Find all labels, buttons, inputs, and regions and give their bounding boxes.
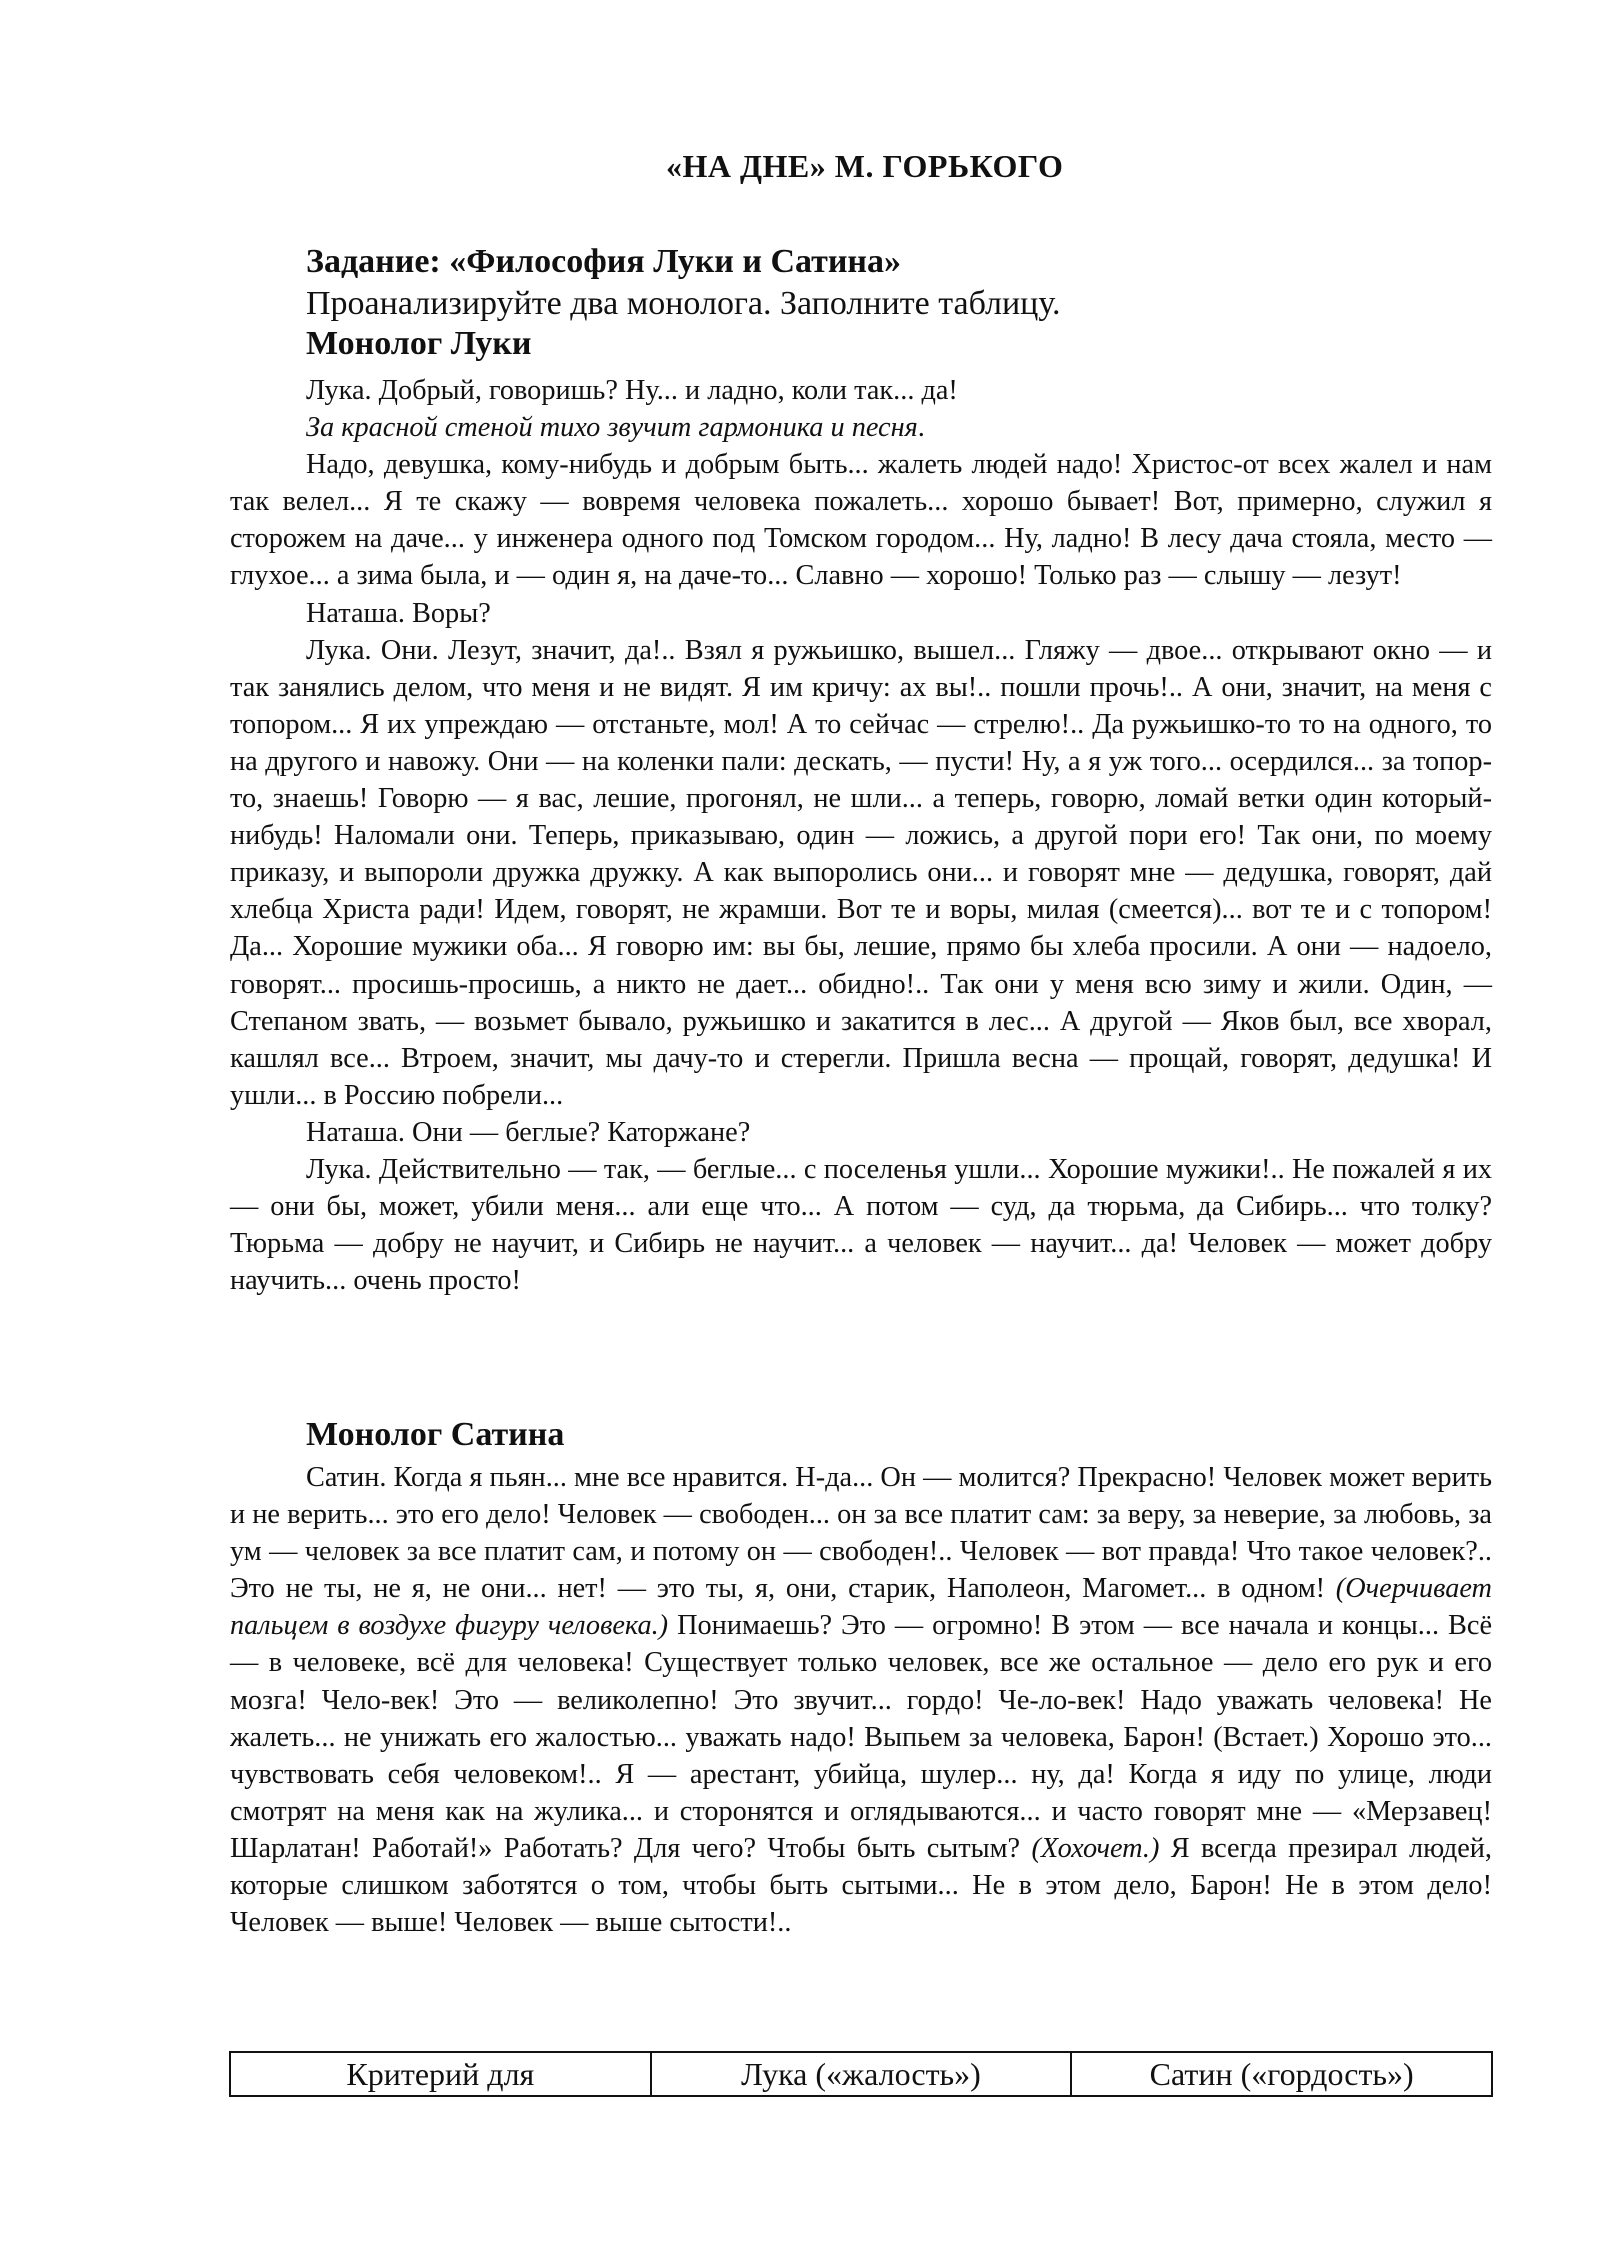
stage-direction: (Очерчивает пальцем в воздухе фигуру человека.) [230,1573,1492,1642]
task-block [306,240,1506,364]
document-title: «НА ДНЕ» М. ГОРЬКОГО [666,148,1064,184]
natasha-line: Наташа. Воры? [306,597,491,629]
satin-monologue-text [230,1459,1492,1941]
satin-monologue-heading: Монолог Сатина [306,1416,565,1453]
table-header-luka: Лука («жалость») [651,2052,1072,2096]
luka-monologue-text [230,372,1492,1299]
satin-text-part: Сатин. Когда я пьян... мне все нравится. Н-да... Он — молится? Прекрасно! Человек может верить и не верить... это его дело! Человек — свободен... он за все платит сам: за веру, за неверие, за любовь, за ум — человек за все платит сам, и потому он — свободен!.. Человек — вот правда! Что такое человек?.. Это не ты, не я, не они... нет! — это ты, я, они, старик, Наполеон, Магомет... в одном! [230,1462,1492,1605]
task-instruction: Проанализируйте два монолога. Заполните таблицу. [306,285,1061,322]
satin-text-part: Понимаешь? Это — огромно! В этом — все начала и концы... Всё — в человеке, всё для человека! Существует только человек, все же остальное — дело его рук и его мозга! Чело-век! Это — великолепно! Это звучит... гордо! Че-ло-век! Надо уважать человека! Не жалеть... не унижать его жалостью... уважать надо! Выпьем за человека, Барон! (Встает.) Хорошо это... чувствовать себя человеком!.. Я — арестант, убийца, шулер... ну, да! Когда я иду по улице, люди смотрят на меня как на жулика... и сторонятся и оглядываются... и часто говорят мне — «Мерзавец! Шарлатан! Работай!» Работать? Для чего? Чтобы быть сытым? [230,1610,1492,1864]
table-header-criterion: Критерий для [230,2052,651,2096]
luka-monologue-heading: Монолог Луки [306,325,532,362]
luka-paragraph: Лука. Они. Лезут, значит, да!.. Взял я ружьишко, вышел... Гляжу — двое... открывают окно — и так занялись делом, что меня и не видят. Я им кричу: ах вы!.. пошли прочь!.. А они, значит, на меня с топором... Я их упреждаю — отстаньте, мол! А то сейчас — стрелю!.. Да ружьишко-то то на одного, то на другого и навожу. Они — на коленки пали: дескать, — пусти! Ну, а я уж того... осердился... за топор-то, знаешь! Говорю — я вас, лешие, прогонял, не шли... а теперь, говорю, ломай ветки один который-нибудь! Наломали они. Теперь, приказываю, один — ложись, а другой пори его! Так они, по моему приказу, и выпороли дружка дружку. А как выпоролись они... и говорят мне — дедушка, говорят, дай хлебца Христа ради! Идем, говорят, не жрамши. Вот те и воры, милая (смеется)... вот те и с топором! Да... Хорошие мужики оба... Я говорю им: вы бы, лешие, прямо бы хлеба просили. А они — надоело, говорят... просишь-просишь, а никто не дает... обидно!.. Так они у меня всю зиму и жили. Один, — Степаном звать, — возьмет бывало, ружьишко и закатится в лес... А другой — Яков был, все хворал, кашлял все... Втроем, значит, мы дачу-то и стерегли. Пришла весна — прощай, говорят, дедушка! И ушли... в Россию побрели... [230,634,1492,1111]
luka-paragraph: Лука. Добрый, говоришь? Ну... и ладно, коли так... да! [306,375,958,406]
natasha-line: Наташа. Они — беглые? Каторжане? [306,1116,751,1148]
stage-direction-text: За красной стеной тихо звучит гармоника и песня [306,412,918,444]
luka-paragraph: Лука. Действительно — так, — беглые... с поселенья ушли... Хорошие мужики!.. Не пожалей я их — они бы, может, убили меня... али еще что... А потом — суд, да тюрьма, да Сибирь... что толку? Тюрьма — добру не научит, и Сибирь не научит... а человек — научит... да! Человек — может добру научить... очень просто! [230,1153,1492,1297]
stage-direction [230,409,1492,446]
table-header-row [230,2052,1492,2096]
stage-direction: (Хохочет.) [1031,1832,1160,1864]
satin-paragraph [230,1459,1492,1941]
task-heading: Задание: «Философия Луки и Сатина» [306,243,902,280]
stage-direction-period: . [917,412,925,444]
satin-text-part: Я всегда презирал людей, которые слишком заботятся о том, чтобы быть сытыми... Не в этом дело, Барон! Не в этом дело! Человек — выше! Человек — выше сытости!.. [230,1832,1493,1939]
luka-paragraph: Надо, девушка, кому-нибудь и добрым быть... жалеть людей надо! Христос-от всех жалел и нам так велел... Я те скажу — вовремя человека пожалеть... хорошо бывает! Вот, примерно, служил я сторожем на даче... у инженера одного под Томском городом... Ну, ладно! В лесу дача стояла, место — глухое... а зима была, и — один я, на даче-то... Славно — хорошо! Только раз — слышу — лезут! [230,449,1492,592]
table-header-satin: Сатин («гордость») [1071,2052,1492,2096]
comparison-table [229,2051,1493,2097]
